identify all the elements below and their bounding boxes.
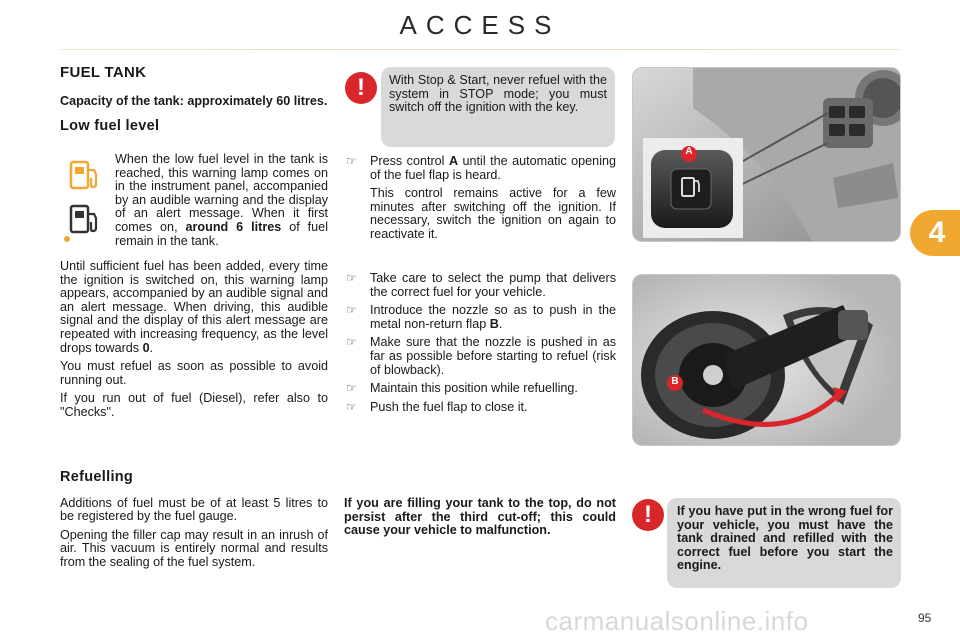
pointer-icon: ☞ bbox=[346, 154, 357, 168]
pump-step bbox=[344, 336, 616, 377]
pump-step bbox=[344, 401, 616, 415]
refuelling-para-2: Opening the filler cap may result in an inrush of air. This vacuum is entirely normal and results from the sealing of the fuel system. bbox=[60, 527, 328, 569]
fuel-pump-icon bbox=[68, 202, 104, 236]
warning-icon: ! bbox=[632, 499, 664, 531]
low-fuel-body bbox=[60, 260, 328, 420]
low-fuel-heading: Low fuel level bbox=[60, 118, 160, 135]
pump-step-text: Push the fuel flap to close it. bbox=[370, 399, 528, 414]
low-fuel-para-3: You must refuel as soon as possible to avoid running out. bbox=[60, 359, 328, 387]
low-fuel-para-2 bbox=[60, 260, 328, 355]
watermark: carmanualsonline.info bbox=[545, 606, 809, 636]
pump-step-text: Make sure that the nozzle is pushed in as far as possible before starting to refuel (risk of blowback). bbox=[370, 335, 616, 377]
chapter-tab[interactable]: 4 bbox=[910, 210, 960, 256]
refuelling-heading: Refuelling bbox=[60, 469, 134, 485]
low-fuel-para-1 bbox=[115, 153, 328, 248]
pointer-icon: ☞ bbox=[346, 381, 357, 396]
stop-start-warning: With Stop & Start, never refuel with the system in STOP mode; you must switch off the ignition with the key. bbox=[381, 67, 615, 147]
cutoff-note: If you are filling your tank to the top, do not persist after the third cut-off; this could cause your vehicle to malfunction. bbox=[344, 496, 616, 538]
fuel-pump-warning-icon bbox=[68, 158, 104, 192]
control-step-end: until the automatic opening of the fuel flap is heard. bbox=[370, 154, 616, 182]
fuel-tank-section bbox=[60, 66, 328, 134]
low-fuel-para-2-end: . bbox=[149, 340, 154, 355]
control-step-start: Press control bbox=[370, 154, 449, 168]
control-step-bold: A bbox=[448, 154, 459, 168]
dashboard-illustration bbox=[632, 67, 901, 242]
page-header bbox=[0, 10, 960, 41]
pointer-icon: ☞ bbox=[346, 399, 357, 414]
page-number: 95 bbox=[918, 611, 932, 625]
low-fuel-para-2-bold: 0 bbox=[142, 340, 150, 355]
pump-step-start: Introduce the nozzle so as to push in the metal non-return flap bbox=[370, 303, 616, 331]
header-rule bbox=[60, 49, 902, 50]
orange-dot-indicator bbox=[64, 236, 70, 242]
warning-icon: ! bbox=[345, 72, 377, 104]
pointer-icon: ☞ bbox=[346, 271, 357, 285]
refuelling-section bbox=[60, 471, 328, 570]
low-fuel-para-1-start: When the low fuel level in the tank is reached, this warning lamp comes on in the instrument panel, accompanied by an audible warning and the display of an alert message. When it first comes on, bbox=[115, 152, 328, 234]
control-step bbox=[344, 155, 616, 182]
wrong-fuel-warning: If you have put in the wrong fuel for your vehicle, you must have the tank drained and refilled with the correct fuel before you start the engine. bbox=[667, 498, 901, 588]
fuel-flap-drawing bbox=[633, 275, 901, 446]
pump-steps bbox=[344, 272, 616, 414]
fuel-flap-illustration bbox=[632, 274, 901, 446]
pointer-icon: ☞ bbox=[346, 335, 357, 350]
pump-step bbox=[344, 304, 616, 331]
low-fuel-para-2-start: Until sufficient fuel has been added, every time the ignition is switched on, this warning lamp appears, accompanied by an audible signal and an alert message. When driving, this audible signal and the display of this alert message are repeated with increasing frequency, as the level drops towards bbox=[60, 259, 328, 355]
low-fuel-para-1-bold: around 6 litres bbox=[185, 219, 282, 234]
pump-step bbox=[344, 272, 616, 299]
label-b: B bbox=[671, 376, 679, 387]
control-steps bbox=[344, 155, 616, 242]
control-step-note: This control remains active for a few minutes after switching off the ignition. If necessary, switch the ignition on again to reactivate it. bbox=[370, 186, 616, 241]
fuel-tank-heading: FUEL TANK bbox=[60, 64, 147, 81]
capacity-text: Capacity of the tank: approximately 60 litres. bbox=[60, 93, 328, 108]
pump-step-end: . bbox=[498, 316, 503, 331]
pump-step-bold: B bbox=[489, 316, 499, 331]
low-fuel-para-4: If you run out of fuel (Diesel), refer also to "Checks". bbox=[60, 391, 328, 419]
refuelling-para-1: Additions of fuel must be of at least 5 litres to be registered by the fuel gauge. bbox=[60, 495, 328, 524]
dashboard-drawing bbox=[633, 68, 901, 242]
label-a: A bbox=[685, 146, 693, 157]
low-fuel-para-1-end: of fuel remain in the tank. bbox=[115, 219, 328, 248]
pump-step bbox=[344, 382, 616, 396]
pump-step-text: Take care to select the pump that delivers the correct fuel for your vehicle. bbox=[370, 271, 616, 299]
pointer-icon: ☞ bbox=[346, 303, 357, 318]
pump-step-text: Maintain this position while refuelling. bbox=[370, 381, 578, 396]
page-title: ACCESS bbox=[399, 10, 561, 40]
